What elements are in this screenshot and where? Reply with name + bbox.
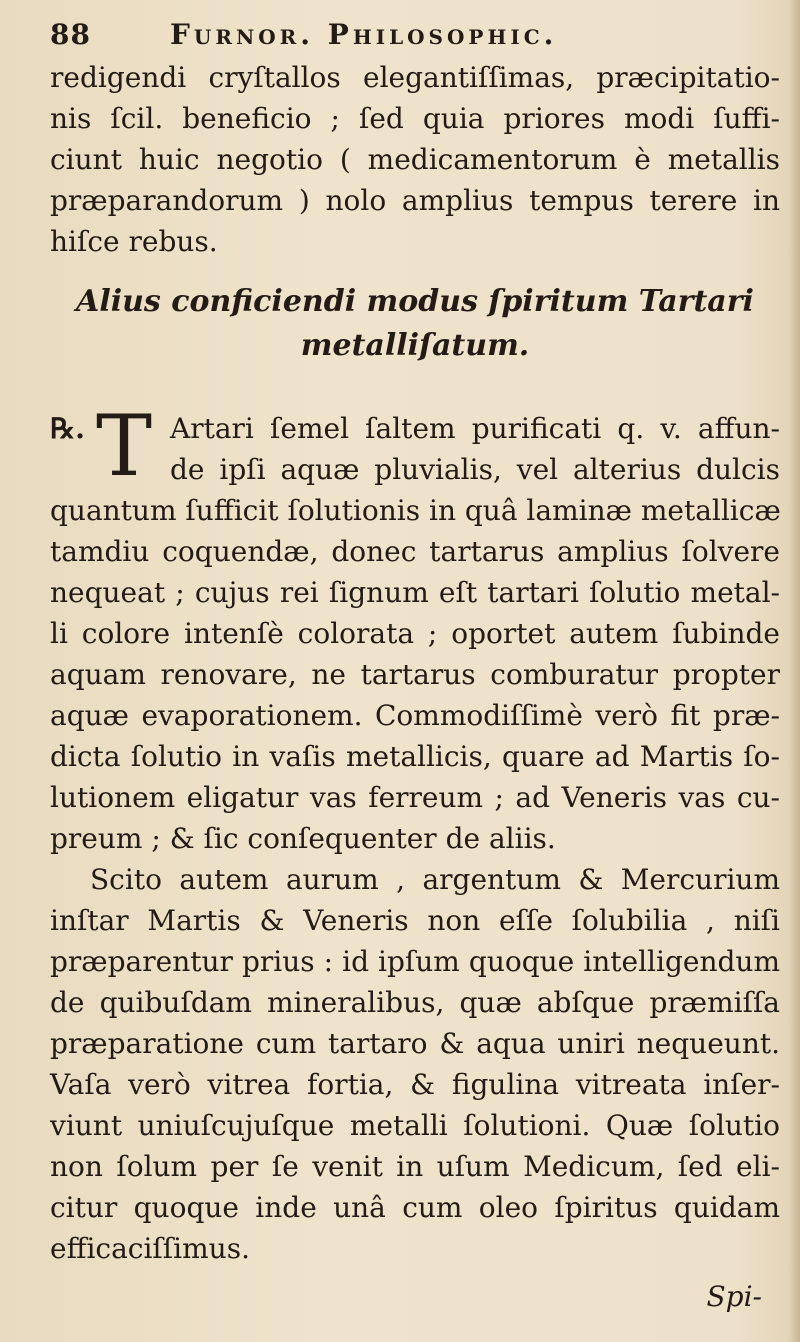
text-line: præparandorum ) nolo amplius tempus terere in xyxy=(50,184,780,217)
text-line: efficaciſſimus. xyxy=(50,1232,250,1265)
text-line: citur quoque inde unâ cum oleo ſpiritus quidam xyxy=(50,1191,780,1224)
text-line: non ſolum per ſe venit in uſum Medicum, ſed eli- xyxy=(50,1150,780,1183)
heading-line: metalliſatum. xyxy=(300,328,530,363)
text-line: lutionem eligatur vas ferreum ; ad Veneris vas cu- xyxy=(50,781,780,814)
page-header xyxy=(50,18,750,58)
running-head: Furnor. Philosophic. xyxy=(170,18,558,51)
text-line: tamdiu coquendæ, donec tartarus amplius ſolvere xyxy=(50,535,780,568)
text-line: preum ; & ſic conſequenter de aliis. xyxy=(50,822,556,855)
text-line: inſtar Martis & Veneris non eſſe ſolubilia , niſi xyxy=(50,904,780,937)
section-heading xyxy=(50,280,780,368)
text-line: præparatione cum tartaro & aqua uniri nequeunt. xyxy=(50,1027,780,1060)
heading-line: Alius conficiendi modus ſpiritum Tartari xyxy=(76,284,754,319)
text-line: nis ſcil. beneficio ; ſed quia priores modi ſuffi- xyxy=(50,102,780,135)
text-line: de ipſi aquæ pluvialis, vel alterius dulcis xyxy=(170,453,780,486)
text-line: redigendi cryſtallos elegantiſſimas, præcipitatio- xyxy=(50,61,780,94)
text-line: Scito autem aurum , argentum & Mercurium xyxy=(90,863,780,896)
text-line: li colore intenſè colorata ; oportet autem ſubinde xyxy=(50,617,780,650)
text-line: Vaſa verò vitrea fortia, & figulina vitreata inſer- xyxy=(50,1068,780,1101)
text-line: aquæ evaporationem. Commodiſſimè verò fit præ- xyxy=(50,699,780,732)
recipe-symbol: ℞. xyxy=(50,412,85,445)
top-paragraph xyxy=(50,57,780,262)
page-edge-shadow xyxy=(788,0,800,1342)
page-number: 88 xyxy=(50,18,91,51)
text-line: aquam renovare, ne tartarus comburatur propter xyxy=(50,658,780,691)
drop-cap: T xyxy=(96,397,153,495)
text-line: quantum ſufficit ſolutionis in quâ laminæ metallicæ xyxy=(50,494,781,527)
drop-cap-lines xyxy=(50,397,780,495)
text-line: viunt uniuſcujuſque metalli ſolutioni. Quæ ſolutio xyxy=(50,1109,780,1142)
text-line: præparentur prius : id ipſum quoque intelligendum xyxy=(50,945,780,978)
catchword: Spi- xyxy=(706,1280,762,1313)
text-line: de quibuſdam mineralibus, quæ abſque præmiſſa xyxy=(50,986,780,1019)
text-line: nequeat ; cujus rei ſignum eſt tartari ſolutio metal- xyxy=(50,576,780,609)
text-line: dicta ſolutio in vaſis metallicis, quare ad Martis ſo- xyxy=(50,740,780,773)
main-paragraph xyxy=(50,397,781,1269)
text-line: ciunt huic negotio ( medicamentorum è metallis xyxy=(50,143,780,176)
text-line: Artari ſemel ſaltem purificati q. v. affun- xyxy=(170,412,780,445)
text-line: hiſce rebus. xyxy=(50,225,218,258)
